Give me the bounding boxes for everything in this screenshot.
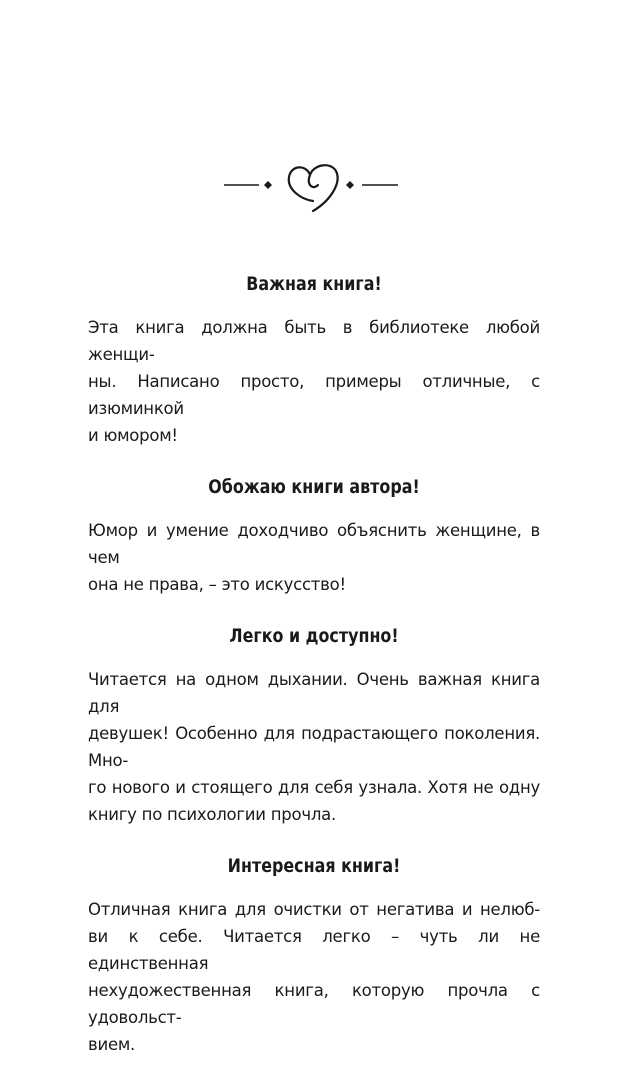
review-text-line: Эта книга должна быть в библиотеке любой женщи- — [88, 318, 540, 364]
review-text-line: Отличная книга для очистки от негатива и нелюб- — [88, 900, 540, 919]
review-item — [88, 475, 540, 598]
diamond-left-icon — [264, 181, 272, 189]
diamond-right-icon — [346, 181, 354, 189]
review-text-line: Читается на одном дыхании. Очень важная книга для — [88, 670, 540, 716]
review-item — [88, 272, 540, 449]
review-text-line: и юмором! — [88, 426, 178, 445]
review-text-line: ви к себе. Читается легко – чуть ли не единственная — [88, 927, 540, 973]
review-item — [88, 854, 540, 1058]
review-title: Интересная книга! — [227, 856, 401, 877]
reviews-list — [88, 272, 540, 1084]
review-title: Важная книга! — [246, 274, 382, 295]
review-text — [88, 517, 540, 598]
heart-ornament-divider — [0, 155, 644, 225]
review-text-line: она не права, – это искусство! — [88, 575, 346, 594]
review-text-line: нехудожественная книга, которую прочла с удовольст- — [88, 981, 540, 1027]
review-text — [88, 314, 540, 449]
review-text-line: книгу по психологии прочла. — [88, 805, 336, 824]
review-title: Легко и доступно! — [229, 626, 399, 647]
review-text — [88, 666, 540, 828]
review-text-line: вием. — [88, 1035, 136, 1054]
heart-swirl-icon — [289, 165, 338, 211]
review-title: Обожаю книги автора! — [208, 477, 420, 498]
review-text-line: го нового и стоящего для себя узнала. Хотя не одну — [88, 778, 540, 797]
review-item — [88, 624, 540, 828]
review-text-line: Юмор и умение доходчиво объяснить женщине, в чем — [88, 521, 540, 567]
review-text-line: ны. Написано просто, примеры отличные, с изюминкой — [88, 372, 540, 418]
review-text-line: девушек! Особенно для подрастающего поколения. Мно- — [88, 724, 540, 770]
review-text — [88, 896, 540, 1058]
